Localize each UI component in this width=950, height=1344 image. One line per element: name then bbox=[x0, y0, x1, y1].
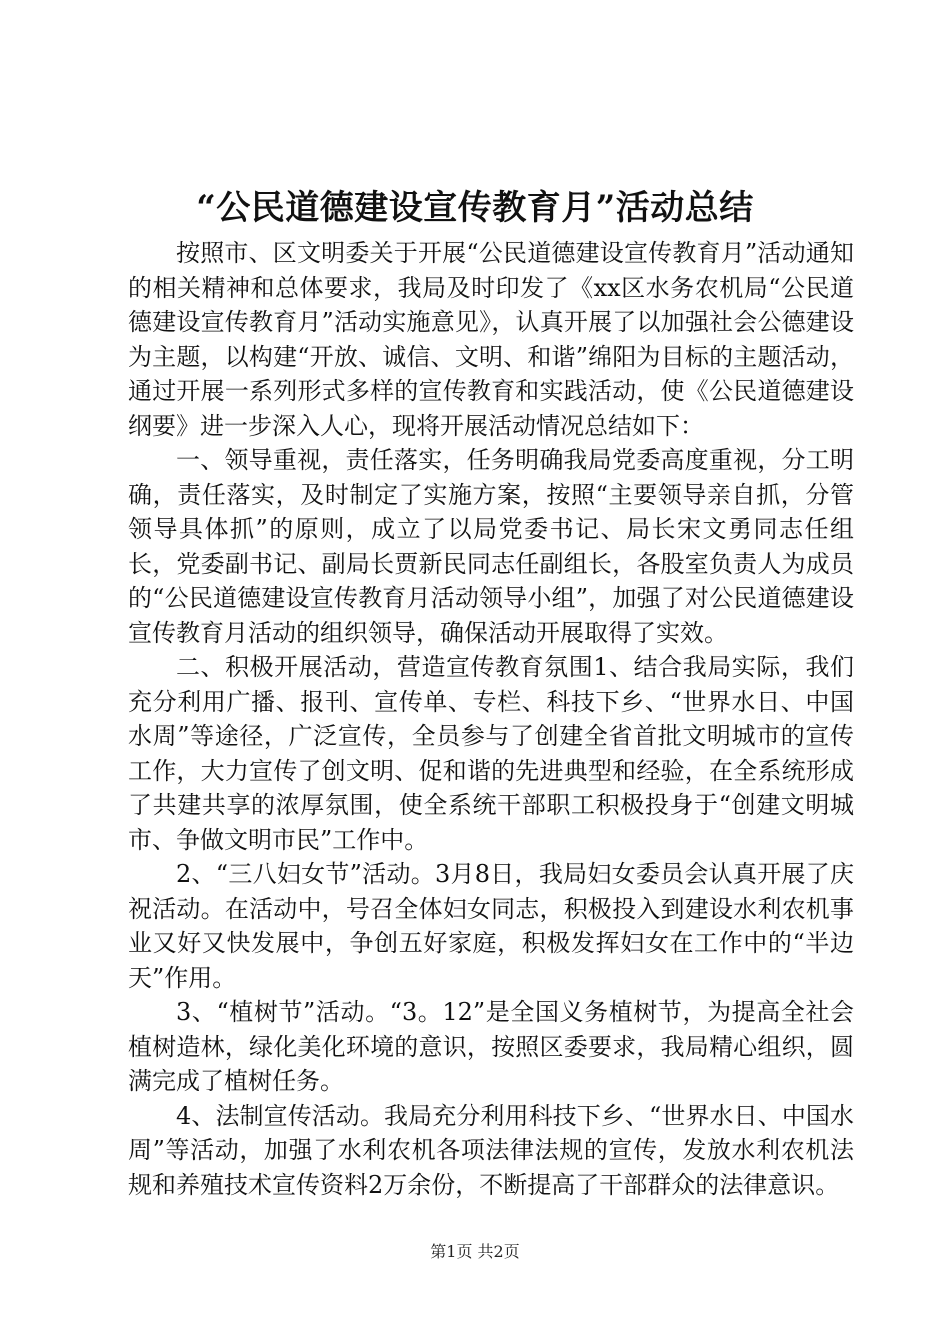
document-title: “公民道德建设宣传教育月”活动总结 bbox=[196, 188, 754, 228]
paragraph-legal-publicity: 4、法制宣传活动。我局充分利用科技下乡、“世界水日、中国水周”等活动，加强了水利农机各项法律法规的宣传，发放水利农机法规和养殖技术宣传资料2万余份，不断提高了干部群众的法律意识。 bbox=[128, 1101, 854, 1199]
paragraph-intro: 按照市、区文明委关于开展“公民道德建设宣传教育月”活动通知的相关精神和总体要求，我局及时印发了《xx区水务农机局“公民道德建设宣传教育月”活动实施意见》，认真开展了以加强社会公德建设为主题，以构建“开放、诚信、文明、和谐”绵阳为目标的主题活动，通过开展一系列形式多样的宣传教育和实践活动，使《公民道德建设纲要》进一步深入人心，现将开展活动情况总结如下： bbox=[128, 239, 854, 440]
paragraph-arbor-day: 3、“植树节”活动。“3。12”是全国义务植树节，为提高全社会植树造林，绿化美化环境的意识，按照区委要求，我局精心组织，圆满完成了植树任务。 bbox=[128, 998, 854, 1095]
paragraph-womens-day: 2、“三八妇女节”活动。3月8日，我局妇女委员会认真开展了庆祝活动。在活动中，号召全体妇女同志，积极投入到建设水利农机事业又好又快发展中，争创五好家庭，积极发挥妇女在工作中的“半边天”作用。 bbox=[128, 860, 854, 992]
paragraph-leadership: 一、领导重视，责任落实，任务明确我局党委高度重视，分工明确，责任落实，及时制定了实施方案，按照“主要领导亲自抓，分管领导具体抓”的原则，成立了以局党委书记、局长宋文勇同志任组长，党委副书记、副局长贾新民同志任副组长，各股室负责人为成员的“公民道德建设宣传教育月活动领导小组”，加强了对公民道德建设宣传教育月活动的组织领导，确保活动开展取得了实效。 bbox=[128, 446, 854, 647]
document-body bbox=[128, 236, 854, 1202]
paragraph-activities: 二、积极开展活动，营造宣传教育氛围1、结合我局实际，我们充分利用广播、报刊、宣传单、专栏、科技下乡、“世界水日、中国水周”等途径，广泛宣传，全员参与了创建全省首批文明城市的宣传工作，大力宣传了创文明、促和谐的先进典型和经验，在全系统形成了共建共享的浓厚氛围，使全系统干部职工积极投身于“创建文明城市、争做文明市民”工作中。 bbox=[128, 653, 854, 854]
page-number-footer: 第1页 共2页 bbox=[430, 1242, 520, 1261]
